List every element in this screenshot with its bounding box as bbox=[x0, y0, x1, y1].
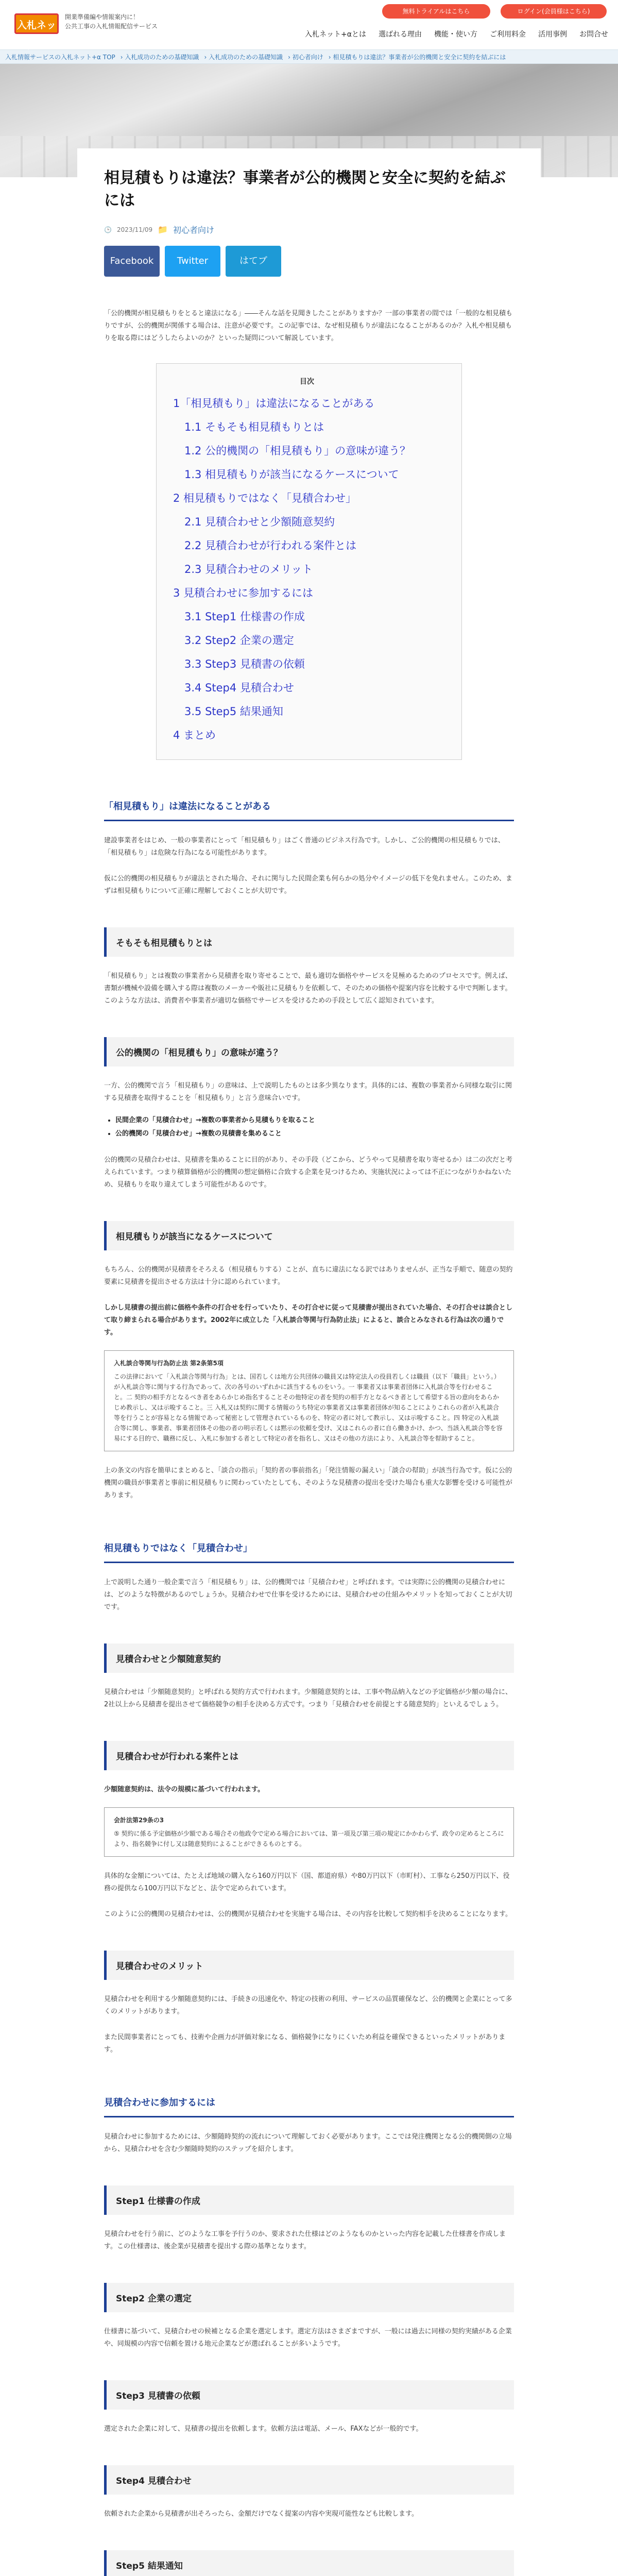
login-button[interactable]: ログイン(会員様はこちら) bbox=[501, 4, 607, 19]
article bbox=[77, 148, 541, 2576]
paragraph: 少額随意契約は、法令の規模に基づいて行われます。 bbox=[104, 1786, 264, 1793]
paragraph: 具体的な金額については、たとえば地域の購入なら160万円以下（国、都道府県）や80万円以下（市町村）、工事なら250万円以下、役務の提供なら100万円以下などと、法令で定められています。 bbox=[104, 1872, 510, 1892]
paragraph: 「相見積もり」とは複数の事業者から見積書を取り寄せることで、最も適切な価格やサービスを見極めるためのプロセスです。例えば、書類が機械や設備を購入する際は複数のメーカーや販社に見積もりを依頼して、そのための価格や提案内容を比較する中で判断します。このような方法は、消費者や事業者が適切な価格でサービスを受けるための手段として広く認知されています。 bbox=[104, 972, 512, 1005]
paragraph: 上の条文の内容を簡単にまとめると、「談合の指示」「契約者の事前指名」「発注情報の漏えい」「談合の幇助」が該当行為です。仮に公的機関の職員が事業者と事前に相見積もりに関わっていたとしても、そのような見積書の提出を受けた場合も重大な影響を受ける可能性があります。 bbox=[104, 1467, 512, 1499]
section-heading: 「相見積もり」は違法になることがある bbox=[104, 799, 514, 821]
toc-item[interactable]: 2.1 見積合わせと少額随意契約 bbox=[184, 516, 335, 528]
law-quote bbox=[104, 1350, 514, 1451]
breadcrumb: 入札情報サービスの入札ネット+α TOP › 入札成功のための基礎知識 › 入札成功のための基礎知識 › 初心者向け › 相見積もりは違法？事業者が公的機関と安全に契約を結ぶには bbox=[0, 49, 618, 64]
article-date: 2023/11/09 bbox=[116, 226, 153, 233]
paragraph: 見積合わせを利用する少額随意契約には、手続きの迅速化や、特定の技術の利用、サービスの品質確保など、公的機関と企業にとって多くのメリットがあります。 bbox=[104, 1995, 512, 2015]
nav-item-reasons[interactable]: 選ばれる理由 bbox=[378, 30, 422, 39]
toc-item[interactable]: 3.4 Step4 見積合わせ bbox=[184, 682, 294, 694]
header-tagline bbox=[65, 12, 158, 31]
list-item: • 公的機関の「見積合わせ」→複数の見積書を集めること bbox=[115, 1127, 514, 1141]
subsection-heading: 見積合わせが行われる案件とは bbox=[104, 1741, 514, 1770]
paragraph: 建設事業者をはじめ、一般の事業者にとって「相見積もり」はごく普通のビジネス行為です。しかし、ご公的機関の相見積もりでは、「相見積もり」は危険な行為になる可能性があります。 bbox=[104, 837, 505, 857]
article-title: 相見積もりは違法？事業者が公的機関と安全に契約を結ぶには bbox=[104, 169, 506, 210]
toc-item[interactable]: 3.1 Step1 仕様書の作成 bbox=[184, 611, 305, 623]
subsection-heading: そもそも相見積もりとは bbox=[104, 927, 514, 957]
subsection-heading: Step4 見積合わせ bbox=[104, 2465, 514, 2495]
paragraph: 仮に公的機関の相見積もりが違法とされた場合、それに関与した民間企業も何らかの処分やイメージの低下を免れません。このため、まずは相見積もりについて正確に理解しておくことが大切です。 bbox=[104, 875, 512, 895]
breadcrumb-item[interactable]: 入札情報サービスの入札ネット+α TOP bbox=[5, 54, 115, 61]
subsection-heading: Step2 企業の選定 bbox=[104, 2283, 514, 2312]
breadcrumb-item[interactable]: 入札成功のための基礎知識 bbox=[125, 54, 199, 61]
toc-title: 目次 bbox=[300, 378, 314, 386]
facebook-share-button[interactable]: Facebook bbox=[104, 246, 160, 277]
toc-item[interactable]: 3 見積合わせに参加するには bbox=[173, 587, 314, 599]
subsection-heading: 公的機関の「相見積もり」の意味が違う？ bbox=[104, 1037, 514, 1066]
article-category[interactable]: 初心者向け bbox=[173, 225, 215, 235]
free-trial-button[interactable]: 無料トライアルはこちら bbox=[382, 4, 490, 19]
paragraph: 見積合わせに参加するためには、少額随時契約の流れについて理解しておく必要があります。ここでは発注機関となる公的機関側の立場から、見積合わせを含む少額随時契約のステップを紹介します。 bbox=[104, 2133, 512, 2153]
quote-title: 入札談合等関与行為防止法 第2条第5項 bbox=[114, 1360, 224, 1367]
paragraph: 上で説明した通り一般企業で言う「相見積もり」は、公的機関では「見積合わせ」と呼ばれます。では実際に公的機関の見積合わせには、どのような特徴があるのでしょうか。見積合わせで仕事を受けるためには、見積合わせの仕組みやメリットを知っておくことが大切です。 bbox=[104, 1579, 512, 1611]
site-logo[interactable]: 入札ネット+α bbox=[14, 13, 59, 34]
nav-item-features[interactable]: 機能・使い方 bbox=[434, 30, 477, 39]
paragraph: 一方、公的機関で言う「相見積もり」の意味は、上で説明したものとは多少異なります。具体的には、複数の事業者から同様な取引に関する見積書を取得することを「相見積もり」と言う意味合いです。 bbox=[104, 1082, 512, 1102]
toc-item[interactable]: 4 まとめ bbox=[173, 729, 216, 741]
breadcrumb-item[interactable]: 初心者向け bbox=[292, 54, 323, 61]
paragraph: 仕様書に基づいて、見積合わせの候補となる企業を選定します。選定方法はさまざまですが、一般には過去に同様の契約実績がある企業や、同規模の内容で信頼を置ける地元企業などが選ばれることが多いようです。 bbox=[104, 2328, 512, 2348]
section-heading: 見積合わせに参加するには bbox=[104, 2095, 514, 2117]
article-meta bbox=[104, 224, 514, 235]
paragraph: しかし見積書の提出前に価格や条件の打合せを行っていたり、その打合せに従って見積書が提出されていた場合、その打合せは談合として取り締まられる場合があります。2002年に成立した「入札談合等関与行為防止法」によると、談合とみなされる行為は次の通りです。 bbox=[104, 1304, 513, 1336]
clock-icon: 🕒 bbox=[104, 226, 112, 233]
paragraph: 公的機関の見積合わせは、見積書を集めることに目的があり、その手段（どこから、どうやって見積書を取り寄せるか）は二の次だと考えられています。つまり積算価格が公的機関の想定価格に合致する企業を見つけるため、実施状況によっては不正につながりかねないため、見積もりを取り違えてしまう可能性があるのです。 bbox=[104, 1156, 513, 1189]
paragraph: 選定された企業に対して、見積書の提出を依頼します。依頼方法は電話、メール、FAXなどが一般的です。 bbox=[104, 2425, 423, 2433]
toc-item[interactable]: 1.1 そもそも相見積もりとは bbox=[184, 421, 324, 433]
nav-item-pricing[interactable]: ご利用料金 bbox=[489, 30, 526, 39]
toc-item[interactable]: 2.3 見積合わせのメリット bbox=[184, 563, 313, 575]
subsection-heading: 見積合わせと少額随意契約 bbox=[104, 1643, 514, 1673]
share-buttons bbox=[104, 246, 514, 277]
main-nav bbox=[305, 29, 608, 39]
bullet-list bbox=[115, 1114, 514, 1141]
paragraph: 見積合わせは「少額随意契約」と呼ばれる契約方式で行われます。少額随意契約とは、工事や物品納入などの予定価格が少額の場合に、2社以上から見積書を提出させて価格競争の相手を決める方式です。つまり「見積合わせを前提とする随意契約」といえるでしょう。 bbox=[104, 1688, 512, 1708]
toc-item[interactable]: 3.5 Step5 結果通知 bbox=[184, 705, 283, 718]
subsection-heading: Step3 見積書の依頼 bbox=[104, 2380, 514, 2410]
article-lead: 「公的機関が相見積もりをとると違法になる」――そんな話を見聞きしたことがありますか？一部の事業者の間では「一般的な相見積もりですが、公的機関が関係する場合は、注意が必要です。この記事では、なぜ相見積もりが違法になることがあるのか？入札や相見積もりを取る際にはどうしたらよいのか？といった疑問について解説しています。 bbox=[104, 310, 513, 342]
subsection-heading: Step5 結果通知 bbox=[104, 2550, 514, 2576]
twitter-share-button[interactable]: Twitter bbox=[165, 246, 220, 277]
law-quote bbox=[104, 1807, 514, 1857]
list-item: • 民間企業の「見積合わせ」→複数の事業者から見積もりを取ること bbox=[115, 1114, 514, 1127]
site-header bbox=[0, 0, 618, 52]
paragraph: もちろん、公的機関が見積書をそろえる（相見積もりする）ことが、直ちに違法になる訳ではありませんが、正当な手順で、随意の契約要素に見積書を提出させる方法は十分に認められています。 bbox=[104, 1266, 513, 1286]
quote-body: この法律において「入札談合等関与行為」とは、国若しくは地方公共団体の職員又は特定法人の役員若しくは職員（以下「職員」という。）が入札談合等に関与する行為であって、次の各号のいずれかに該当するものをいう。一 事業者又は事業者団体に入札談合等を行わせること。二 契約の相手方となるべき者をあらかじめ指名することその他特定の者を契約の相手方となるべき者として希望する旨の意向をあらかじめ教示し、又は示唆すること。三 入札又は契約に関する情報のうち特定の事業者又は事業者団体が知ることによりこれらの者が入札談合等を行うことが容易となる情報であって秘密として管理されているものを、特定の者に対して教示し、又は示唆すること。四 特定の入札談合等に関し、事業者、事業者団体その他の者の明示若しくは黙示の依頼を受け、又はこれらの者に自ら働きかけ、かつ、当該入札談合等を容易にする目的で、職務に反し、入札に参加する者として特定の者を指名し、又はその他の方法により、入札談合等を幇助すること。 bbox=[114, 1373, 503, 1442]
toc-item[interactable]: 3.2 Step2 企業の選定 bbox=[184, 634, 294, 647]
hatena-share-button[interactable]: はてブ bbox=[226, 246, 281, 277]
subsection-heading: 見積合わせのメリット bbox=[104, 1951, 514, 1980]
folder-icon: 📁 bbox=[158, 225, 168, 234]
quote-body: ⑤ 契約に係る予定価格が少額である場合その他政令で定める場合においては、第一項及び第三項の規定にかかわらず、政令の定めるところにより、指名競争に付し又は随意契約によることができるものとする。 bbox=[114, 1830, 504, 1848]
toc-item[interactable]: 2 相見積もりではなく「見積合わせ」 bbox=[173, 492, 357, 504]
paragraph: また民間事業者にとっても、技術や企画力が評価対象になる、価格競争になりにくいため利益を確保できるといったメリットがあります。 bbox=[104, 2033, 506, 2054]
nav-item-about[interactable]: 入札ネット+αとは bbox=[305, 30, 366, 39]
quote-title: 会計法第29条の3 bbox=[114, 1817, 164, 1824]
subsection-heading: 相見積もりが該当になるケースについて bbox=[104, 1221, 514, 1250]
table-of-contents bbox=[156, 363, 462, 760]
subsection-heading: Step1 仕様書の作成 bbox=[104, 2185, 514, 2215]
section-heading: 相見積もりではなく「見積合わせ」 bbox=[104, 1541, 514, 1563]
paragraph: 見積合わせを行う前に、どのような工事を予行うのか、要求された仕様はどのようなものかといった内容を記載した仕様書を作成します。この仕様書は、後企業が見積書を提出する際の基準となります。 bbox=[104, 2230, 506, 2250]
toc-item[interactable]: 3.3 Step3 見積書の依頼 bbox=[184, 658, 305, 670]
toc-item[interactable]: 1.2 公的機関の「相見積もり」の意味が違う？ bbox=[184, 445, 411, 457]
toc-item[interactable]: 2.2 見積合わせが行われる案件とは bbox=[184, 539, 357, 552]
breadcrumb-current: 相見積もりは違法？事業者が公的機関と安全に契約を結ぶには bbox=[333, 54, 506, 61]
nav-item-contact[interactable]: お問合せ bbox=[579, 30, 608, 39]
toc-item[interactable]: 1「相見積もり」は違法になることがある bbox=[173, 397, 375, 410]
paragraph: このように公的機関の見積合わせは、公的機関が見積合わせを実施する場合は、その内容を比較して契約相手を決めることになります。 bbox=[104, 1910, 512, 1918]
nav-item-cases[interactable]: 活用事例 bbox=[538, 30, 567, 39]
breadcrumb-item[interactable]: 入札成功のための基礎知識 bbox=[209, 54, 283, 61]
paragraph: 依頼された企業から見積書が出そろったら、金額だけでなく提案の内容や実現可能性なども比較します。 bbox=[104, 2510, 418, 2518]
toc-item[interactable]: 1.3 相見積もりが該当になるケースについて bbox=[184, 468, 399, 481]
tagline-line2: 公共工事の入札情報配信サービス bbox=[65, 23, 158, 30]
tagline-line1: 開業準備編や情報案内に！ bbox=[65, 13, 140, 21]
